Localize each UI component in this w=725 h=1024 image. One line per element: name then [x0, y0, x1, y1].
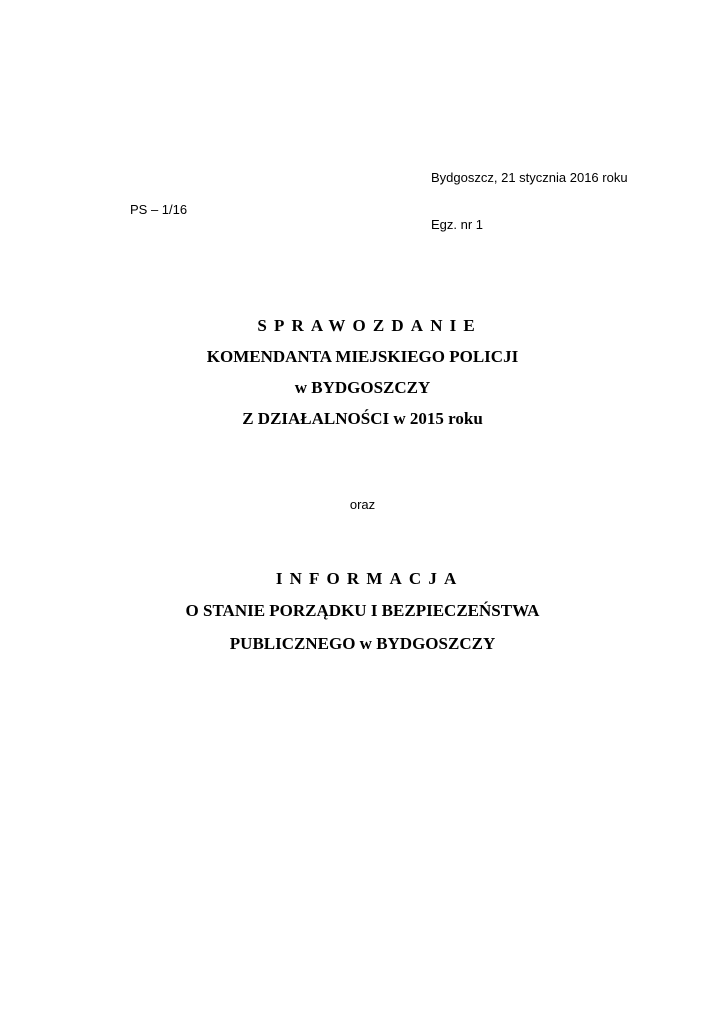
- report-subtitle-line-3: Z DZIAŁALNOŚCI w 2015 roku: [242, 409, 483, 428]
- connector-text: oraz: [349, 497, 376, 512]
- information-subtitle-line-1: O STANIE PORZĄDKU I BEZPIECZEŃSTWA: [185, 601, 540, 620]
- information-subtitle-line-2: PUBLICZNEGO w BYDGOSZCZY: [229, 634, 496, 653]
- report-title: SPRAWOZDANIE: [257, 316, 482, 335]
- report-subtitle-line-2: w BYDGOSZCZY: [294, 378, 431, 397]
- report-subtitle-line-1: KOMENDANTA MIEJSKIEGO POLICJI: [206, 347, 519, 366]
- copy-number: Egz. nr 1: [431, 217, 484, 232]
- place-and-date: Bydgoszcz, 21 stycznia 2016 roku: [431, 170, 628, 185]
- information-title: INFORMACJA: [275, 569, 464, 588]
- reference-number: PS – 1/16: [130, 202, 188, 217]
